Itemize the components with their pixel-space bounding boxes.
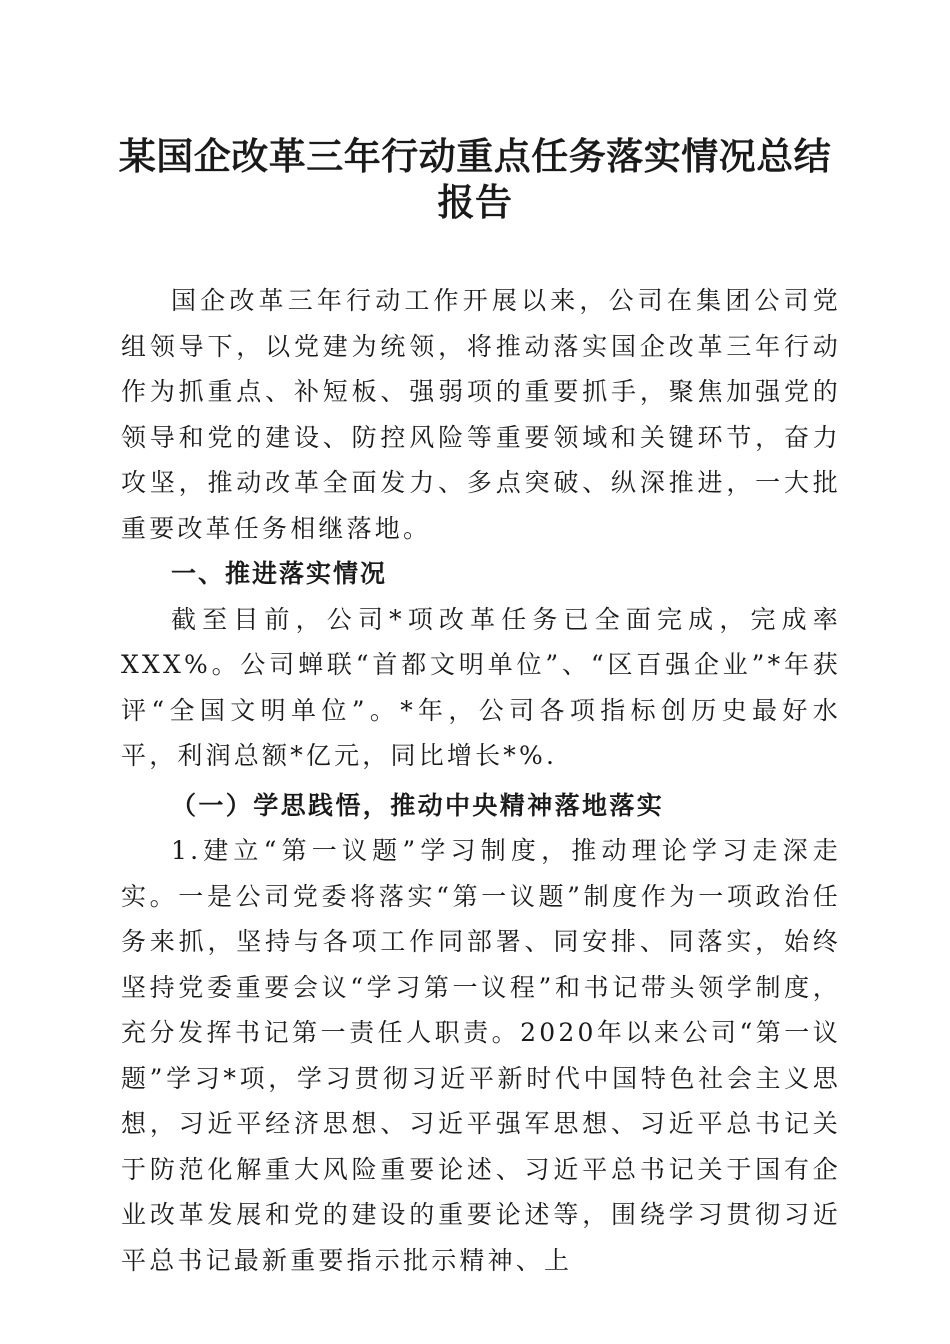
progress-paragraph: 截至目前，公司*项改革任务已全面完成，完成率XXX%。公司蝉联“首都文明单位”、“区百强企业”*年获评“全国文明单位”。*年，公司各项指标创历史最好水平，利润总额*亿元，同比增长*%. xyxy=(121,604,841,770)
document-body xyxy=(121,278,841,1283)
item-paragraph: 1.建立“第一议题”学习制度，推动理论学习走深走实。一是公司党委将落实“第一议题”制度作为一项政治任务来抓，坚持与各项工作同部署、同安排、同落实，始终坚持党委重要会议“学习第一议程”和书记带头领学制度，充分发挥书记第一责任人职责。2020年以来公司“第一议题”学习*项，学习贯彻习近平新时代中国特色社会主义思想，习近平经济思想、习近平强军思想、习近平总书记关于防范化解重大风险重要论述、习近平总书记关于国有企业改革发展和党的建设的重要论述等，围绕学习贯彻习近平总书记最新重要指示批示精神、上 xyxy=(121,836,841,1275)
intro-paragraph: 国企改革三年行动工作开展以来，公司在集团公司党组领导下，以党建为统领，将推动落实国企改革三年行动作为抓重点、补短板、强弱项的重要抓手，聚焦加强党的领导和党的建设、防控风险等重要领域和关键环节，奋力攻坚，推动改革全面发力、多点突破、纵深推进，一大批重要改革任务相继落地。 xyxy=(121,286,841,543)
subsection-heading: （一）学思践悟，推动中央精神落地落实 xyxy=(171,790,665,820)
document-title: 某国企改革三年行动重点任务落实情况总结报告 xyxy=(118,134,832,224)
section-heading: 一、推进落实情况 xyxy=(171,559,388,588)
